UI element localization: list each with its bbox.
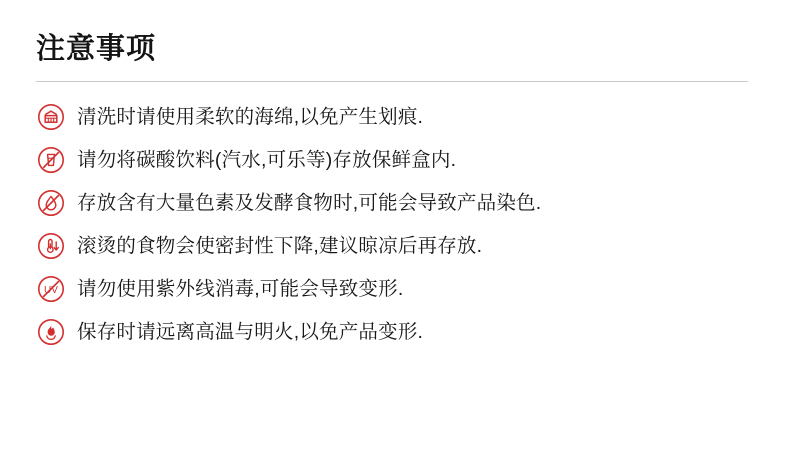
list-item-label: 滚烫的食物会使密封性下降,建议晾凉后再存放. [77,234,483,257]
no-uv-sterilize-icon [36,274,66,304]
list-item-label: 存放含有大量色素及发酵食物时,可能会导致产品染色. [77,191,542,214]
list-item [36,100,750,134]
notice-list [36,100,750,349]
page-title: 注意事项 [36,33,157,65]
list-item-label: 保存时请远离高温与明火,以免产品变形. [77,320,424,343]
list-item [36,186,750,220]
svg-text:UV: UV [44,284,58,296]
list-item [36,272,750,306]
list-item-label: 请勿使用紫外线消毒,可能会导致变形. [77,277,404,300]
list-item [36,143,750,177]
list-item-label: 请勿将碳酸饮料(汽水,可乐等)存放保鲜盒内. [77,148,457,171]
list-item [36,315,750,349]
no-staining-food-icon [36,188,66,218]
title-divider [36,81,748,82]
no-carbonated-drink-icon [36,145,66,175]
hot-temperature-down-icon [36,231,66,261]
list-item [36,229,750,263]
no-open-flame-icon [36,317,66,347]
list-item-label: 清洗时请使用柔软的海绵,以免产生划痕. [77,105,424,128]
sponge-scrub-icon [36,102,66,132]
